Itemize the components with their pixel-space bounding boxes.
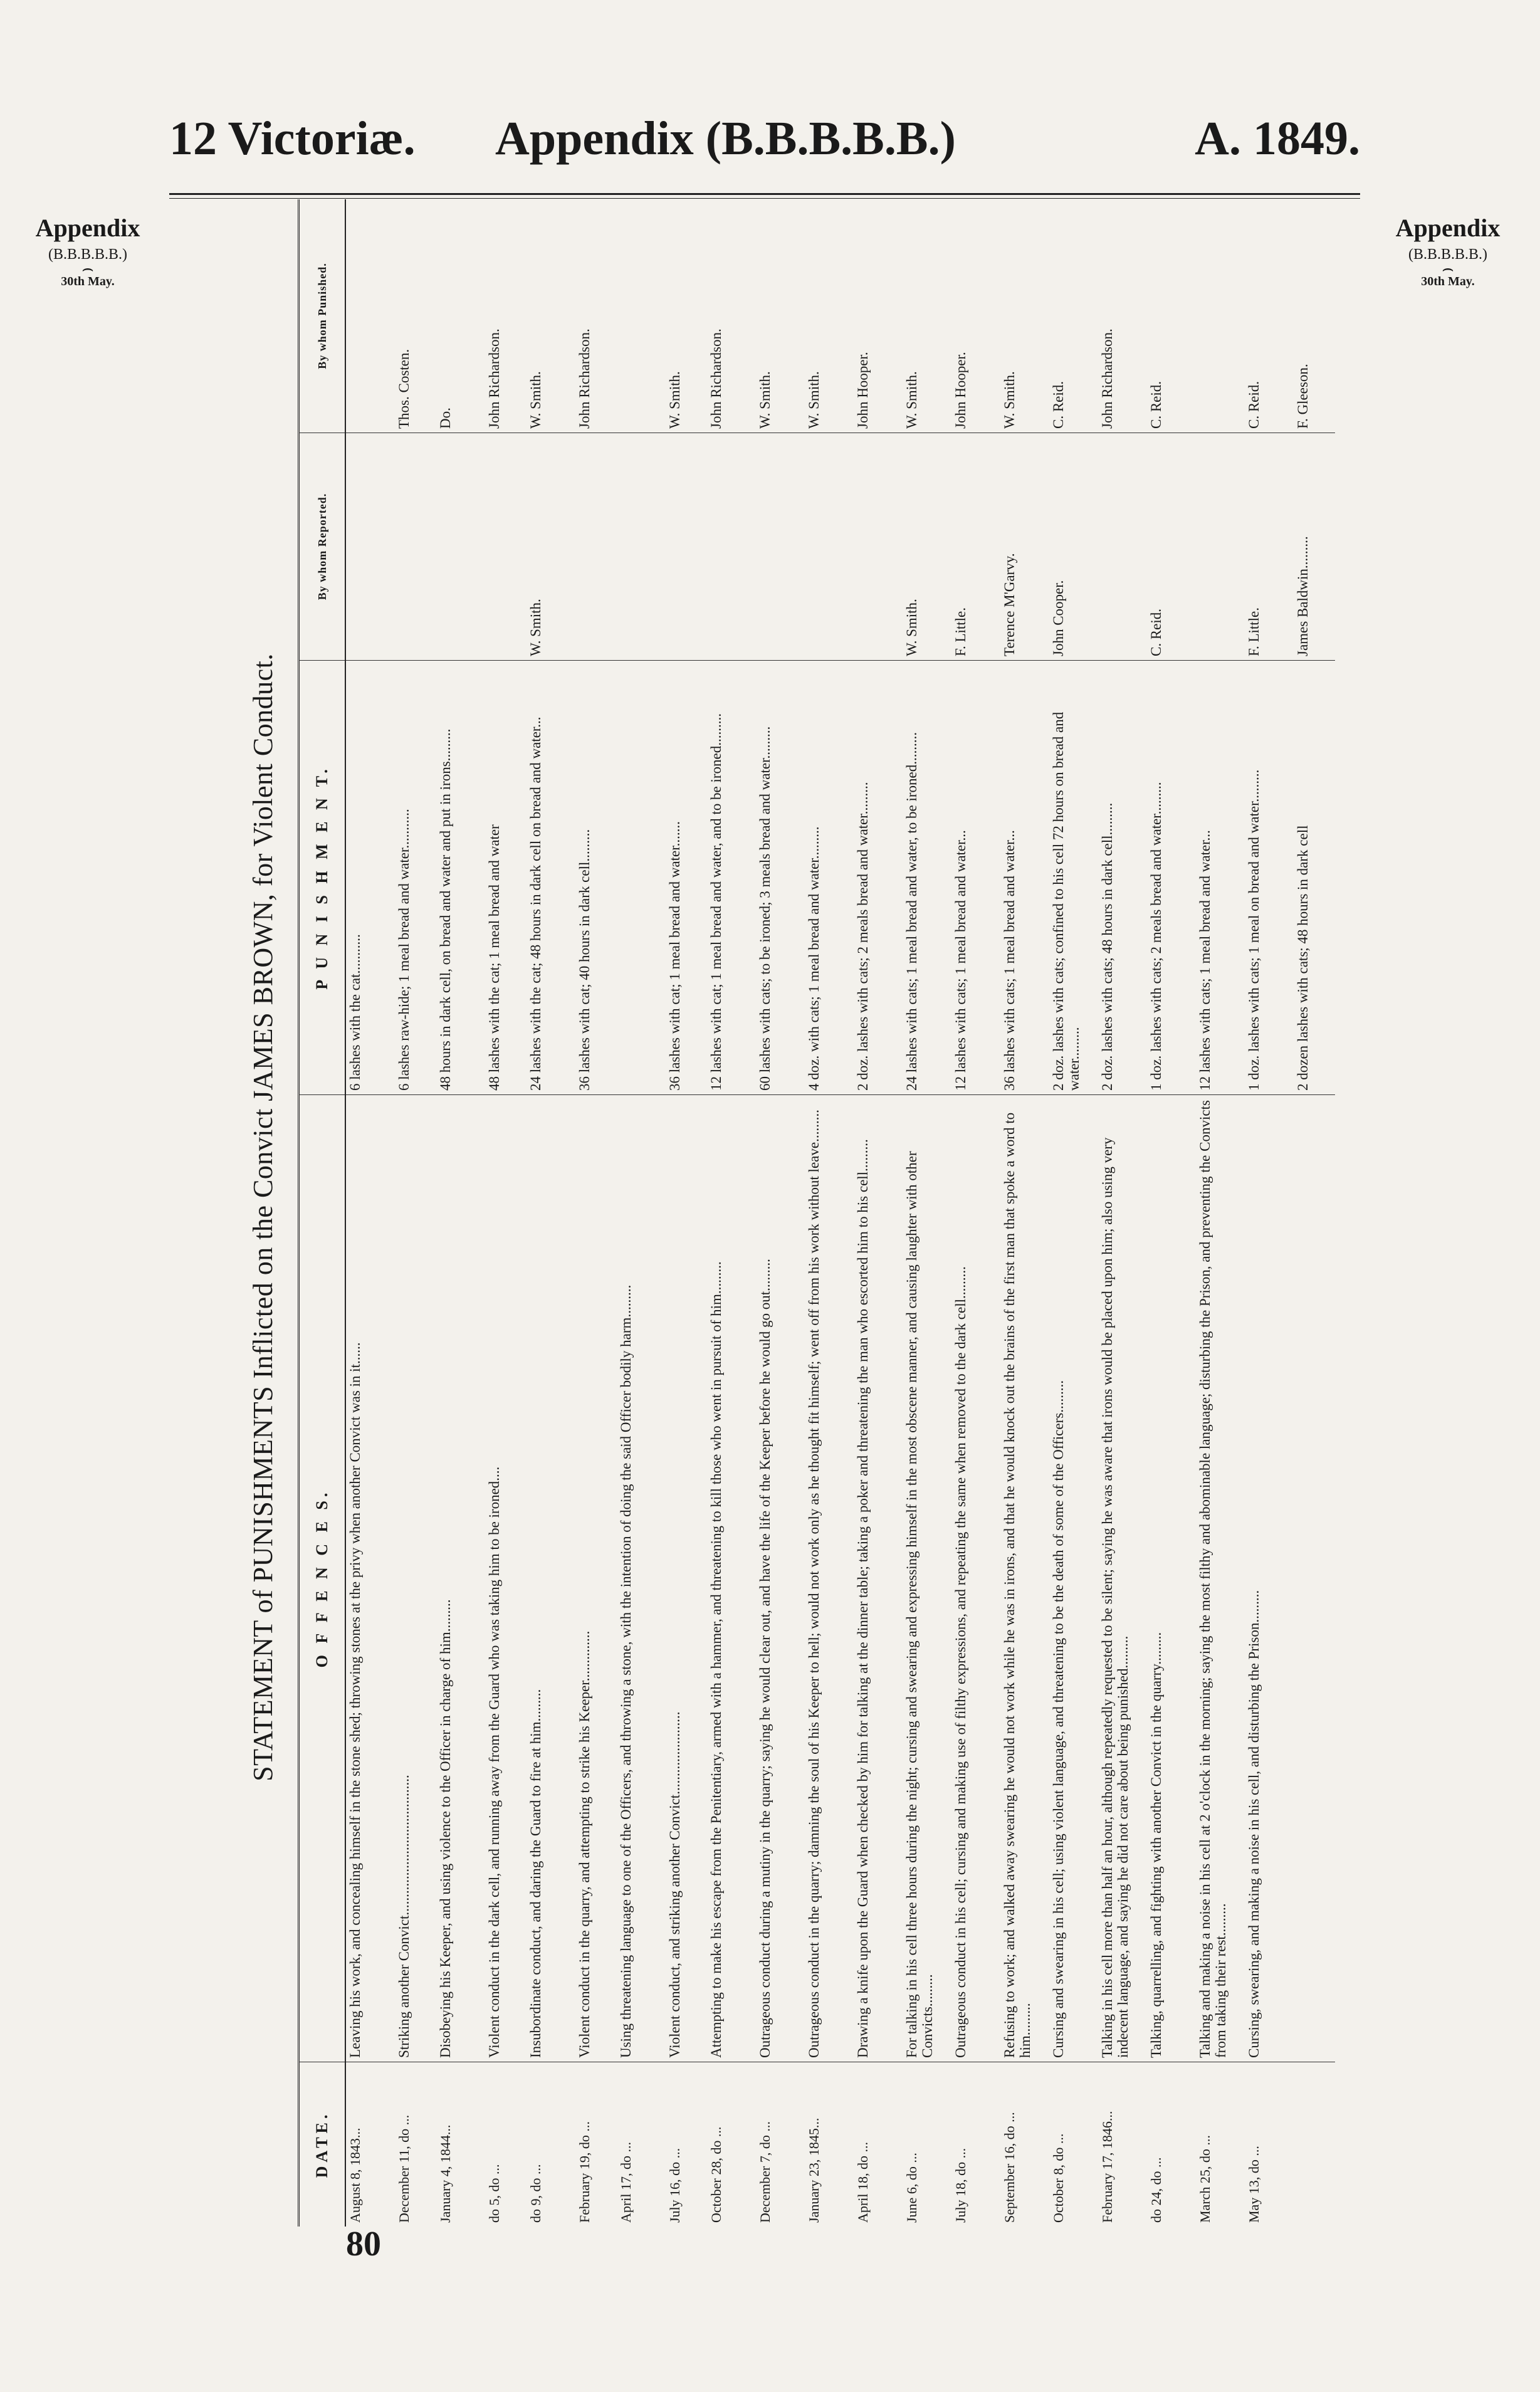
row-reported: Terence M'Garvy. [1000, 433, 1049, 661]
row-offence: Talking and making a noise in his cell at 2 o'clock in the morning; saying the most filthy and abominable language; disturbing the Prison, and preventing the Convicts from taking their rest......... [1196, 1095, 1245, 2062]
row-date: April 17, do ... [618, 2142, 634, 2223]
row-reported: F. Little. [951, 433, 1000, 661]
row-punished [345, 199, 395, 433]
margin-appendix-label: Appendix [35, 214, 140, 242]
row-reported: W. Smith. [526, 433, 575, 661]
row-offence: Talking, quarrelling, and fighting with another Convict in the quarry......... [1147, 1095, 1196, 2062]
row-reported: C. Reid. [1147, 433, 1196, 661]
row-offence [1294, 1095, 1335, 2062]
row-date: February 19, do ... [577, 2121, 592, 2223]
row-reported: F. Little. [1245, 433, 1294, 661]
row-punishment: 1 doz. lashes with cats; 1 meal on bread and water......... [1245, 661, 1294, 1095]
page-header [169, 112, 1360, 168]
statement-title: STATEMENT of PUNISHMENTS Inflicted on the Convict JAMES BROWN, for Violent Conduct. [248, 653, 278, 1781]
row-punishment: 48 hours in dark cell, on bread and water and put in irons......... [436, 661, 485, 1095]
row-offence: Talking in his cell more than half an hour, although repeatedly requested to be silent; saying he was aware that irons would be placed upon him; also using very indecent language, and saying he did not care about being punished......... [1098, 1095, 1147, 2062]
row-date: March 25, do ... [1197, 2135, 1213, 2223]
row-date: May 13, do ... [1246, 2146, 1262, 2223]
table-row [805, 199, 854, 2227]
row-reported [1196, 433, 1245, 661]
row-punishment: 6 lashes with the cat........... [345, 661, 395, 1095]
row-date: July 16, do ... [667, 2148, 683, 2223]
row-punishment [617, 661, 666, 1095]
row-date: January 4, 1844... [437, 2124, 453, 2223]
row-offence: Outrageous conduct in the quarry; damning the soul of his Keeper to hell; would not work only as he thought fit himself; went off from his work without leave......... [805, 1095, 854, 2062]
table-row [1000, 199, 1049, 2227]
row-punishment: 2 doz. lashes with cats; confined to his cell 72 hours on bread and water......... [1049, 661, 1098, 1095]
table-header-row [299, 199, 346, 2227]
table-row [854, 199, 903, 2227]
row-reported [707, 433, 756, 661]
col-date: DATE. [299, 2062, 346, 2227]
row-offence: Cursing and swearing in his cell; using violent language, and threatening to be the death of some of the Officers......... [1049, 1095, 1098, 2062]
table-row [1196, 199, 1245, 2227]
table-row [666, 199, 707, 2227]
row-punished: Do. [436, 199, 485, 433]
row-offence: Violent conduct in the dark cell, and running away from the Guard who was taking him to be ironed.... [485, 1095, 526, 2062]
row-punishment: 24 lashes with the cat; 48 hours in dark cell on bread and water... [526, 661, 575, 1095]
row-date: September 16, do ... [1002, 2112, 1017, 2223]
margin-appendix-label: Appendix [1395, 214, 1501, 242]
row-date: January 23, 1845... [806, 2117, 822, 2223]
row-reported [854, 433, 903, 661]
table-row [756, 199, 805, 2227]
row-punished: W. Smith. [526, 199, 575, 433]
margin-date: 30th May. [1421, 275, 1475, 288]
row-reported [617, 433, 666, 661]
row-punished: C. Reid. [1049, 199, 1098, 433]
row-reported [756, 433, 805, 661]
row-punished: C. Reid. [1245, 199, 1294, 433]
table-row [485, 199, 526, 2227]
col-punished: By whom Punished. [299, 199, 346, 433]
header-rule-top [169, 193, 1360, 195]
table-row [436, 199, 485, 2227]
table-row [575, 199, 617, 2227]
header-rule-bottom [169, 198, 1360, 199]
row-punishment: 60 lashes with cats; to be ironed; 3 meals bread and water......... [756, 661, 805, 1095]
header-appendix: Appendix (B.B.B.B.B.) [495, 112, 956, 165]
row-offence: Disobeying his Keeper, and using violence to the Officer in charge of him......... [436, 1095, 485, 2062]
row-punishment: 12 lashes with cat; 1 meal bread and water, and to be ironed......... [707, 661, 756, 1095]
table-row [903, 199, 951, 2227]
row-punishment: 4 doz. with cats; 1 meal bread and water......... [805, 661, 854, 1095]
row-punishment: 2 dozen lashes with cats; 48 hours in dark cell [1294, 661, 1335, 1095]
row-punished: W. Smith. [666, 199, 707, 433]
row-punished [617, 199, 666, 433]
row-date: October 28, do ... [708, 2126, 724, 2223]
row-date: do 5, do ... [486, 2164, 502, 2223]
row-punished: W. Smith. [805, 199, 854, 433]
row-punished: W. Smith. [756, 199, 805, 433]
row-reported: John Cooper. [1049, 433, 1098, 661]
row-date: July 18, do ... [953, 2148, 968, 2223]
row-reported: W. Smith. [903, 433, 951, 661]
row-offence: Refusing to work; and walked away swearing he would not work while he was in irons, and that he would knock out the brains of the first man that spoke a word to him......... [1000, 1095, 1049, 2062]
row-reported [1098, 433, 1147, 661]
row-offence: Striking another Convict....................................... [395, 1095, 436, 2062]
row-punished: John Richardson. [1098, 199, 1147, 433]
row-offence: Outrageous conduct during a mutiny in the quarry; saying he would clear out, and have the life of the Keeper before he would go out......... [756, 1095, 805, 2062]
row-punishment: 12 lashes with cats; 1 meal bread and water... [1196, 661, 1245, 1095]
punishment-table [298, 199, 1335, 2227]
row-offence: Insubordinate conduct, and daring the Guard to fire at him......... [526, 1095, 575, 2062]
table-row [395, 199, 436, 2227]
row-date: do 9, do ... [528, 2164, 543, 2223]
margin-appendix-code: (B.B.B.B.B.) [48, 246, 128, 263]
row-punishment: 1 doz. lashes with cats; 2 meals bread and water......... [1147, 661, 1196, 1095]
table-row [345, 199, 395, 2227]
margin-tag-left [13, 213, 163, 289]
table-row [1098, 199, 1147, 2227]
row-reported [345, 433, 395, 661]
margin-appendix-code: (B.B.B.B.B.) [1408, 246, 1488, 263]
row-punished: C. Reid. [1147, 199, 1196, 433]
row-punished: F. Gleeson. [1294, 199, 1335, 433]
row-punishment: 2 doz. lashes with cats; 48 hours in dark cell......... [1098, 661, 1147, 1095]
row-offence: Violent conduct, and striking another Convict....................... [666, 1095, 707, 2062]
row-reported [805, 433, 854, 661]
row-punished: W. Smith. [903, 199, 951, 433]
table-row [617, 199, 666, 2227]
row-date: August 8, 1843... [347, 2127, 363, 2223]
table-row [1294, 199, 1335, 2227]
row-punishment: 24 lashes with cats; 1 meal bread and water, to be ironed......... [903, 661, 951, 1095]
row-punishment: 36 lashes with cats; 1 meal bread and water... [1000, 661, 1049, 1095]
row-offence: Outrageous conduct in his cell; cursing and making use of filthy expressions, and repeating the same when removed to the dark cell......... [951, 1095, 1000, 2062]
row-offence: Drawing a knife upon the Guard when checked by him for talking at the dinner table; taking a poker and threatening the man who escorted him to his cell......... [854, 1095, 903, 2062]
row-punished: John Hooper. [951, 199, 1000, 433]
row-date: February 17, 1846... [1099, 2111, 1115, 2223]
header-session: 12 Victoriæ. [169, 112, 416, 165]
row-punished: John Richardson. [575, 199, 617, 433]
row-punished: Thos. Costen. [395, 199, 436, 433]
table-row [1245, 199, 1294, 2227]
row-punishment: 6 lashes raw-hide; 1 meal bread and water........... [395, 661, 436, 1095]
col-punishment: P U N I S H M E N T. [299, 661, 346, 1095]
row-reported [575, 433, 617, 661]
table-row [951, 199, 1000, 2227]
row-punishment: 12 lashes with cats; 1 meal bread and water... [951, 661, 1000, 1095]
row-punished: John Richardson. [485, 199, 526, 433]
row-date: do 24, do ... [1148, 2157, 1164, 2223]
row-offence: Leaving his work, and concealing himself in the stone shed; throwing stones at the privy when another Convict was in it...... [345, 1095, 395, 2062]
col-offences: O F F E N C E S. [299, 1095, 346, 2062]
col-reported: By whom Reported. [299, 433, 346, 661]
row-reported [436, 433, 485, 661]
row-reported [666, 433, 707, 661]
row-date: December 11, do ... [396, 2114, 412, 2223]
row-punishment: 48 lashes with the cat; 1 meal bread and water [485, 661, 526, 1095]
row-reported: James Baldwin......... [1294, 433, 1335, 661]
row-punishment: 2 doz. lashes with cats; 2 meals bread and water......... [854, 661, 903, 1095]
row-offence: For talking in his cell three hours during the night; cursing and swearing and expressing himself in the most obscene manner, and causing laughter with other Convicts......... [903, 1095, 951, 2062]
swash-ornament: ⌢ [81, 258, 94, 279]
table-row [1049, 199, 1098, 2227]
row-punished: John Richardson. [707, 199, 756, 433]
header-year: A. 1849. [1195, 112, 1360, 165]
margin-tag-right [1373, 213, 1523, 289]
page-number: 80 [346, 2225, 381, 2263]
row-date: October 8, do ... [1050, 2133, 1066, 2223]
table-row [707, 199, 756, 2227]
punishment-statement [229, 208, 1357, 2227]
table-row [1147, 199, 1196, 2227]
row-punished: John Hooper. [854, 199, 903, 433]
row-date: April 18, do ... [855, 2142, 871, 2223]
row-reported [395, 433, 436, 661]
row-date: June 6, do ... [904, 2153, 919, 2223]
table-row [526, 199, 575, 2227]
row-date: December 7, do ... [757, 2121, 773, 2223]
row-offence: Attempting to make his escape from the Penitentiary, armed with a hammer, and threatening to kill those who went in pursuit of him......... [707, 1095, 756, 2062]
swash-ornament: ⌢ [1442, 258, 1454, 279]
row-punishment: 36 lashes with cat; 40 hours in dark cell......... [575, 661, 617, 1095]
row-offence: Using threatening language to one of the Officers, and throwing a stone, with the intention of doing the said Officer bodily harm......... [617, 1095, 666, 2062]
row-punished: W. Smith. [1000, 199, 1049, 433]
row-date [1294, 2062, 1335, 2227]
row-reported [485, 433, 526, 661]
row-offence: Violent conduct in the quarry, and attempting to strike his Keeper.............. [575, 1095, 617, 2062]
row-offence: Cursing, swearing, and making a noise in his cell, and disturbing the Prison......... [1245, 1095, 1294, 2062]
margin-date: 30th May. [61, 275, 115, 288]
row-punishment: 36 lashes with cat; 1 meal bread and water....... [666, 661, 707, 1095]
row-punished [1196, 199, 1245, 433]
